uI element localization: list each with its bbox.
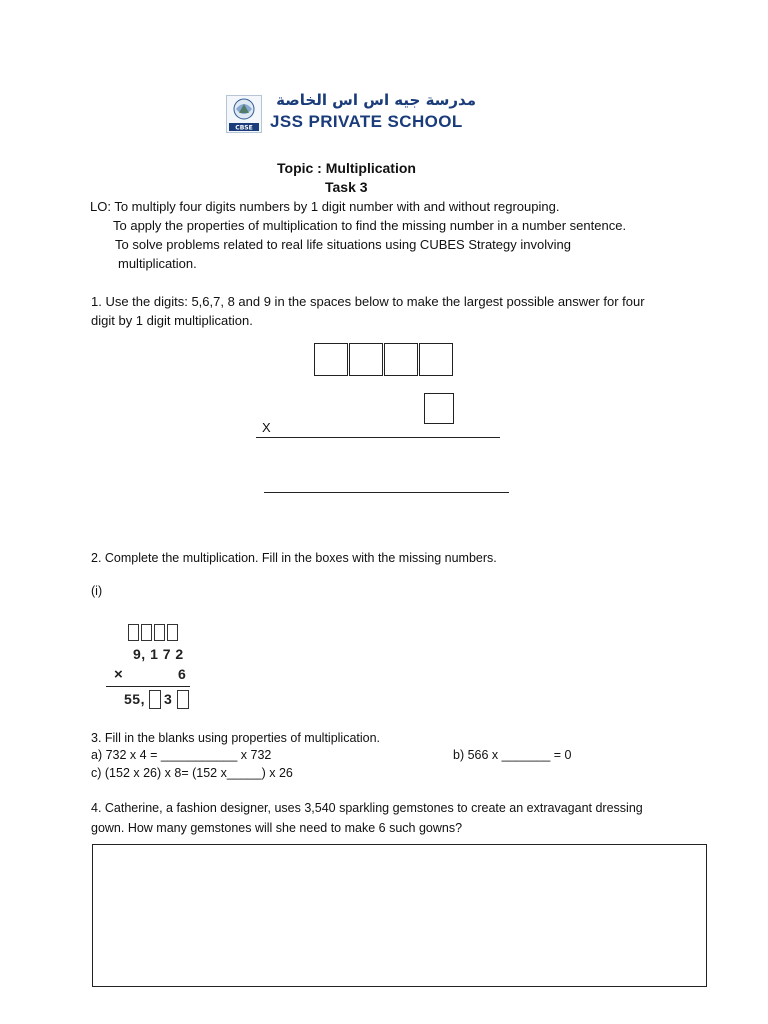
q1-digit-box-1[interactable] xyxy=(314,343,348,376)
q1-multiplier-box[interactable] xyxy=(424,393,454,424)
q4-text-line-1: 4. Catherine, a fashion designer, uses 3,540 sparkling gemstones to create an extravagant dressing xyxy=(91,801,643,815)
q3-text: 3. Fill in the blanks using properties of multiplication. xyxy=(91,731,381,745)
school-logo xyxy=(226,93,478,135)
school-emblem-icon xyxy=(226,95,262,133)
q2-missing-box-3[interactable] xyxy=(154,624,165,641)
lo-line-1: LO: To multiply four digits numbers by 1 digit number with and without regrouping. xyxy=(90,199,560,214)
q1-text-line-1: 1. Use the digits: 5,6,7, 8 and 9 in the spaces below to make the largest possible answer for four xyxy=(91,294,645,309)
emblem-label: CBSE xyxy=(235,124,253,132)
q4-text-line-2: gown. How many gemstones will she need to make 6 such gowns? xyxy=(91,821,463,835)
q2-product-box-2[interactable] xyxy=(177,690,189,709)
q2-part-label: (i) xyxy=(91,584,103,598)
q1-digit-box-2[interactable] xyxy=(349,343,383,376)
school-name: JSS PRIVATE SCHOOL xyxy=(270,112,463,131)
q2-missing-box-4[interactable] xyxy=(167,624,178,641)
task-title: Task 3 xyxy=(325,179,368,195)
q2-product-digit: 3 xyxy=(164,691,173,707)
q2-product-box-1[interactable] xyxy=(149,690,161,709)
q1-product-line xyxy=(256,437,500,438)
q2-product-line xyxy=(106,686,190,687)
q3-part-c[interactable]: c) (152 x 26) x 8= (152 x_____) x 26 xyxy=(91,766,293,780)
lo-line-3: To solve problems related to real life situations using CUBES Strategy involving xyxy=(115,237,571,252)
q2-missing-box-2[interactable] xyxy=(141,624,152,641)
q1-answer-line[interactable] xyxy=(264,492,509,493)
q2-text: 2. Complete the multiplication. Fill in the boxes with the missing numbers. xyxy=(91,551,497,565)
q1-digit-box-3[interactable] xyxy=(384,343,418,376)
q2-missing-box-1[interactable] xyxy=(128,624,139,641)
q2-product-prefix: 55, xyxy=(124,691,145,707)
q1-digit-box-4[interactable] xyxy=(419,343,453,376)
q3-part-b[interactable]: b) 566 x _______ = 0 xyxy=(453,748,572,762)
q2-multiplicand: 9, 1 7 2 xyxy=(133,646,184,662)
q1-text-line-2: digit by 1 digit multiplication. xyxy=(91,313,253,328)
q4-answer-box[interactable] xyxy=(92,844,707,987)
lo-line-2: To apply the properties of multiplication to find the missing number in a number sentence. xyxy=(113,218,627,233)
q1-multiply-sign: X xyxy=(262,420,271,435)
q2-multiplication-figure xyxy=(104,620,204,712)
lo-line-4: multiplication. xyxy=(118,256,197,271)
school-name-arabic: مدرسة جيه اس اس الخاصة xyxy=(276,91,476,109)
topic-title: Topic : Multiplication xyxy=(277,160,416,176)
q2-multiply-sign: × xyxy=(114,666,124,683)
q3-part-a[interactable]: a) 732 x 4 = ___________ x 732 xyxy=(91,748,272,762)
q2-multiplier: 6 xyxy=(178,666,187,682)
